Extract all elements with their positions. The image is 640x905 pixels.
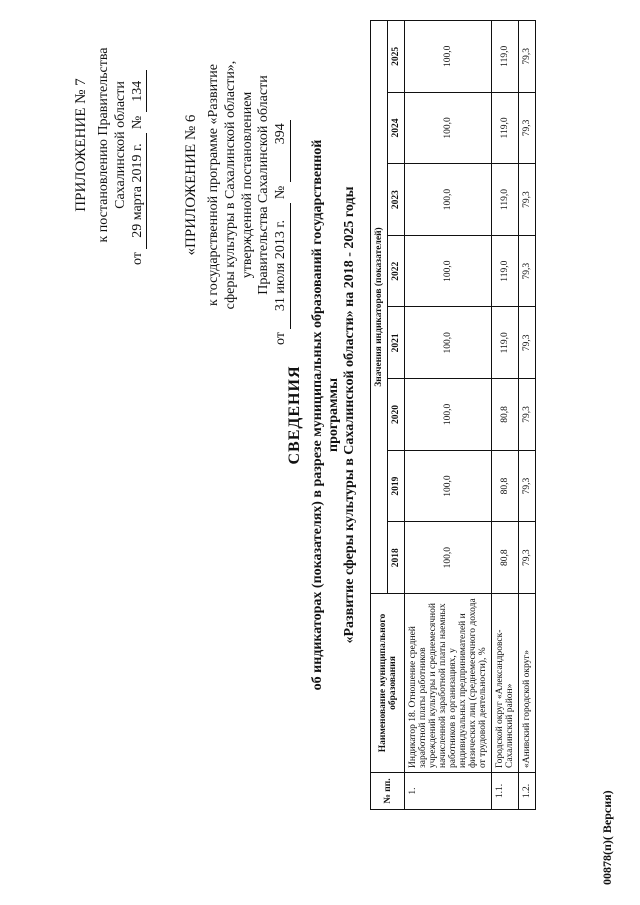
row-name: Индикатор 18. Отношение средней заработной платы работников учреждений культуры и среднемесячной начисленной заработной платы наемных работников в организациях, у индивидуальных предпринимателей и физических лиц (среднемесячного дохода от трудовой деятельности), % <box>405 594 492 773</box>
appendix-7-line-1: к постановлению Правительства <box>96 47 111 243</box>
row-value: 119,0 <box>492 307 519 379</box>
row-value: 119,0 <box>492 21 519 93</box>
appendix-6-number-label: № <box>273 185 289 200</box>
row-value: 100,0 <box>405 450 492 522</box>
appendix-6-number: 394 <box>273 120 291 182</box>
document-title-block <box>286 135 358 695</box>
indicators-table-wrapper <box>370 20 536 810</box>
document-title-line-2: «Развитие сферы культуры в Сахалинской области» на 2018 - 2025 годы <box>342 186 357 644</box>
row-value: 80,8 <box>492 450 519 522</box>
row-value: 100,0 <box>405 164 492 236</box>
row-value: 80,8 <box>492 379 519 451</box>
header-year: 2025 <box>388 21 405 93</box>
row-value: 100,0 <box>405 21 492 93</box>
row-number: 1. <box>405 773 492 810</box>
appendix-6-approval-block <box>182 25 291 345</box>
row-value: 100,0 <box>405 522 492 594</box>
row-value: 79,3 <box>519 92 536 164</box>
appendix-6-line-2: сферы культуры в Сахалинской области», <box>222 60 238 310</box>
row-value: 100,0 <box>405 307 492 379</box>
appendix-6-line-3: утвержденной постановлением <box>239 91 255 279</box>
row-value: 80,8 <box>492 522 519 594</box>
row-value: 100,0 <box>405 379 492 451</box>
header-year: 2019 <box>388 450 405 522</box>
document-title-line-1: об индикаторах (показателях) в разрезе муниципальных образований государственной программы <box>310 139 341 691</box>
row-value: 79,3 <box>519 379 536 451</box>
row-name: Городской округ «Александровск-Сахалинский район» <box>492 594 519 773</box>
row-number: 1.1. <box>492 773 519 810</box>
table-row <box>492 21 519 810</box>
header-year: 2024 <box>388 92 405 164</box>
row-value: 79,3 <box>519 164 536 236</box>
row-value: 100,0 <box>405 235 492 307</box>
row-value: 79,3 <box>519 307 536 379</box>
appendix-6-line-1: к государственной программе «Развитие <box>206 64 221 306</box>
appendix-7-line-2: Сахалинской области <box>112 81 128 209</box>
row-value: 79,3 <box>519 450 536 522</box>
header-name: Наименование муниципального образования <box>371 594 405 773</box>
row-value: 119,0 <box>492 92 519 164</box>
row-value: 119,0 <box>492 235 519 307</box>
appendix-6-from-label: от <box>273 332 289 345</box>
indicators-table <box>370 20 536 810</box>
appendix-7-number-label: № <box>129 115 145 130</box>
header-year: 2020 <box>388 379 405 451</box>
table-header-row-1 <box>371 21 388 810</box>
appendix-7-title: ПРИЛОЖЕНИЕ № 7 <box>73 78 89 212</box>
row-name: «Анивский городской округ» <box>519 594 536 773</box>
row-value: 79,3 <box>519 235 536 307</box>
appendix-6-line-4: Правительства Сахалинской области <box>256 75 272 295</box>
appendix-7-approval-block <box>72 25 147 265</box>
header-values-group: Значения индикаторов (показателей) <box>371 21 388 594</box>
table-row <box>405 21 492 810</box>
table-row <box>519 21 536 810</box>
header-year: 2018 <box>388 522 405 594</box>
appendix-6-date: 31 июля 2013 г. <box>273 203 291 329</box>
document-heading: СВЕДЕНИЯ <box>286 365 303 465</box>
header-year: 2023 <box>388 164 405 236</box>
row-value: 79,3 <box>519 522 536 594</box>
header-year: 2021 <box>388 307 405 379</box>
appendix-7-date-line <box>130 25 148 265</box>
row-number: 1.2. <box>519 773 536 810</box>
footer-version-code: 00878(п)( Версия) <box>600 790 614 885</box>
header-year: 2022 <box>388 235 405 307</box>
appendix-6-title: «ПРИЛОЖЕНИЕ № 6 <box>183 114 199 256</box>
header-number: № пп. <box>371 773 405 810</box>
appendix-7-date: 29 марта 2019 г. <box>130 133 148 249</box>
appendix-7-number: 134 <box>130 70 148 112</box>
row-value: 100,0 <box>405 92 492 164</box>
row-value: 79,3 <box>519 21 536 93</box>
row-value: 119,0 <box>492 164 519 236</box>
appendix-7-from-label: от <box>129 252 145 265</box>
